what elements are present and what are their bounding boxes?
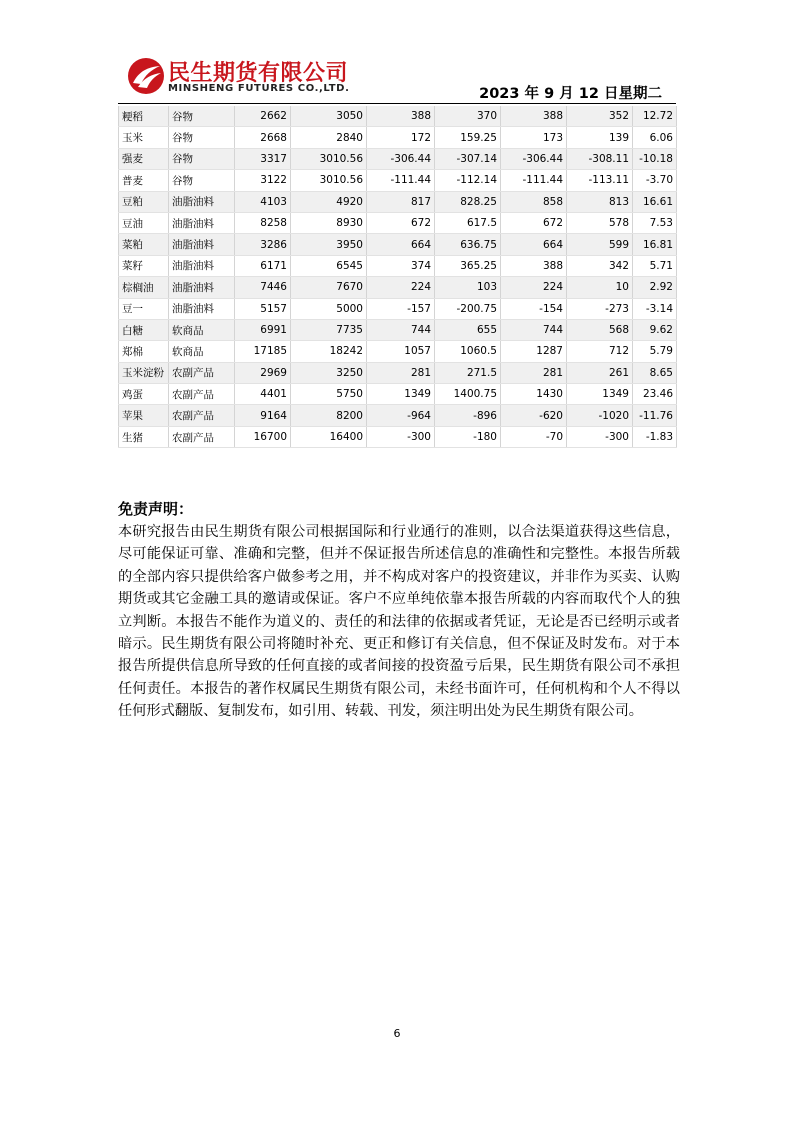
value-cell: 664: [501, 234, 567, 255]
value-cell: 4103: [235, 191, 291, 212]
value-cell: 8200: [291, 405, 367, 426]
commodity-name-cell: 强麦: [119, 148, 169, 169]
value-cell: 352: [567, 106, 633, 127]
value-cell: 3122: [235, 170, 291, 191]
value-cell: 578: [567, 212, 633, 233]
value-cell: 388: [501, 106, 567, 127]
value-cell: 281: [501, 362, 567, 383]
value-cell: 6545: [291, 255, 367, 276]
table-row: [119, 298, 677, 319]
value-cell: -154: [501, 298, 567, 319]
table-row: [119, 191, 677, 212]
value-cell: 2662: [235, 106, 291, 127]
value-cell: 712: [567, 341, 633, 362]
company-name-en: MINSHENG FUTURES CO.,LTD.: [168, 83, 350, 94]
category-cell: 油脂油料: [169, 255, 235, 276]
table-row: [119, 127, 677, 148]
value-cell: 5.71: [633, 255, 677, 276]
commodity-name-cell: 玉米淀粉: [119, 362, 169, 383]
price-table-body: [119, 106, 677, 448]
category-cell: 油脂油料: [169, 212, 235, 233]
page-number: 6: [393, 1027, 401, 1040]
table-row: [119, 341, 677, 362]
commodity-name-cell: 鸡蛋: [119, 384, 169, 405]
value-cell: -308.11: [567, 148, 633, 169]
value-cell: 3010.56: [291, 148, 367, 169]
commodity-name-cell: 生猪: [119, 426, 169, 447]
value-cell: 12.72: [633, 106, 677, 127]
commodity-name-cell: 豆一: [119, 298, 169, 319]
value-cell: 374: [367, 255, 435, 276]
value-cell: 617.5: [435, 212, 501, 233]
value-cell: -306.44: [367, 148, 435, 169]
value-cell: -3.70: [633, 170, 677, 191]
value-cell: 3050: [291, 106, 367, 127]
value-cell: 10: [567, 277, 633, 298]
value-cell: 672: [367, 212, 435, 233]
value-cell: -620: [501, 405, 567, 426]
category-cell: 油脂油料: [169, 298, 235, 319]
value-cell: -11.76: [633, 405, 677, 426]
header-divider: [118, 103, 676, 104]
value-cell: 6991: [235, 319, 291, 340]
value-cell: -300: [367, 426, 435, 447]
logo-emblem-icon: [126, 56, 166, 96]
table-row: [119, 106, 677, 127]
value-cell: 6.06: [633, 127, 677, 148]
disclaimer-body: 本研究报告由民生期货有限公司根据国际和行业通行的准则，以合法渠道获得这些信息，尽可能保证可靠、准确和完整，但并不保证报告所述信息的准确性和完整性。本报告所载的全部内容只提供给客户做参考之用，并不构成对客户的投资建议，并非作为买卖、认购期货或其它金融工具的邀请或保证。客户不应单纯依靠本报告所载的内容而取代个人的独立判断。本报告不能作为道义的、责任的和法律的依据或者凭证，无论是否已经明示或者暗示。民生期货有限公司将随时补充、更正和修订有关信息，但不保证及时发布。对于本报告所提供信息所导致的任何直接的或者间接的投资盈亏后果，民生期货有限公司不承担任何责任。本报告的著作权属民生期货有限公司，未经书面许可，任何机构和个人不得以任何形式翻版、复制发布，如引用、转载、刊发，须注明出处为民生期货有限公司。: [118, 524, 680, 720]
value-cell: -300: [567, 426, 633, 447]
category-cell: 谷物: [169, 127, 235, 148]
commodity-name-cell: 苹果: [119, 405, 169, 426]
value-cell: 599: [567, 234, 633, 255]
table-row: [119, 212, 677, 233]
value-cell: 173: [501, 127, 567, 148]
value-cell: 1349: [367, 384, 435, 405]
value-cell: 5157: [235, 298, 291, 319]
category-cell: 软商品: [169, 319, 235, 340]
commodity-name-cell: 棕榈油: [119, 277, 169, 298]
value-cell: 1057: [367, 341, 435, 362]
value-cell: 1287: [501, 341, 567, 362]
value-cell: 388: [367, 106, 435, 127]
commodity-name-cell: 普麦: [119, 170, 169, 191]
value-cell: 224: [367, 277, 435, 298]
value-cell: 9.62: [633, 319, 677, 340]
value-cell: 9164: [235, 405, 291, 426]
value-cell: 5750: [291, 384, 367, 405]
category-cell: 油脂油料: [169, 234, 235, 255]
value-cell: 18242: [291, 341, 367, 362]
value-cell: 281: [367, 362, 435, 383]
value-cell: 858: [501, 191, 567, 212]
value-cell: -273: [567, 298, 633, 319]
value-cell: 1060.5: [435, 341, 501, 362]
disclaimer-title: 免责声明：: [118, 500, 194, 518]
value-cell: 16.61: [633, 191, 677, 212]
value-cell: 8930: [291, 212, 367, 233]
value-cell: 370: [435, 106, 501, 127]
value-cell: 2.92: [633, 277, 677, 298]
value-cell: 261: [567, 362, 633, 383]
value-cell: -111.44: [367, 170, 435, 191]
value-cell: 5.79: [633, 341, 677, 362]
value-cell: 813: [567, 191, 633, 212]
value-cell: 365.25: [435, 255, 501, 276]
value-cell: 8.65: [633, 362, 677, 383]
value-cell: -157: [367, 298, 435, 319]
value-cell: -896: [435, 405, 501, 426]
commodity-name-cell: 豆粕: [119, 191, 169, 212]
value-cell: 4920: [291, 191, 367, 212]
table-row: [119, 384, 677, 405]
value-cell: 3317: [235, 148, 291, 169]
category-cell: 农副产品: [169, 405, 235, 426]
value-cell: 7.53: [633, 212, 677, 233]
commodity-name-cell: 粳稻: [119, 106, 169, 127]
table-row: [119, 277, 677, 298]
value-cell: 2840: [291, 127, 367, 148]
category-cell: 软商品: [169, 341, 235, 362]
table-row: [119, 405, 677, 426]
value-cell: 159.25: [435, 127, 501, 148]
value-cell: 271.5: [435, 362, 501, 383]
table-row: [119, 170, 677, 191]
value-cell: 1400.75: [435, 384, 501, 405]
report-date: 2023 年 9 月 12 日星期二: [479, 86, 662, 102]
category-cell: 谷物: [169, 106, 235, 127]
value-cell: -200.75: [435, 298, 501, 319]
value-cell: 17185: [235, 341, 291, 362]
value-cell: 23.46: [633, 384, 677, 405]
value-cell: 2969: [235, 362, 291, 383]
commodity-name-cell: 豆油: [119, 212, 169, 233]
value-cell: -3.14: [633, 298, 677, 319]
value-cell: 744: [367, 319, 435, 340]
value-cell: 342: [567, 255, 633, 276]
value-cell: -306.44: [501, 148, 567, 169]
value-cell: 7446: [235, 277, 291, 298]
value-cell: 1349: [567, 384, 633, 405]
price-table: [118, 106, 677, 448]
disclaimer-section: [118, 498, 680, 723]
value-cell: 16400: [291, 426, 367, 447]
value-cell: 388: [501, 255, 567, 276]
category-cell: 农副产品: [169, 426, 235, 447]
value-cell: 655: [435, 319, 501, 340]
category-cell: 油脂油料: [169, 277, 235, 298]
table-row: [119, 255, 677, 276]
category-cell: 农副产品: [169, 362, 235, 383]
company-name-cn: 民生期货有限公司: [168, 61, 349, 86]
table-row: [119, 362, 677, 383]
table-row: [119, 148, 677, 169]
commodity-name-cell: 郑棉: [119, 341, 169, 362]
value-cell: -964: [367, 405, 435, 426]
value-cell: 744: [501, 319, 567, 340]
value-cell: 16.81: [633, 234, 677, 255]
table-row: [119, 234, 677, 255]
value-cell: -113.11: [567, 170, 633, 191]
commodity-name-cell: 白糖: [119, 319, 169, 340]
value-cell: 3250: [291, 362, 367, 383]
value-cell: 3286: [235, 234, 291, 255]
value-cell: 3010.56: [291, 170, 367, 191]
commodity-name-cell: 菜籽: [119, 255, 169, 276]
value-cell: 224: [501, 277, 567, 298]
value-cell: 103: [435, 277, 501, 298]
value-cell: 2668: [235, 127, 291, 148]
value-cell: -307.14: [435, 148, 501, 169]
value-cell: -10.18: [633, 148, 677, 169]
value-cell: 172: [367, 127, 435, 148]
value-cell: 4401: [235, 384, 291, 405]
value-cell: 828.25: [435, 191, 501, 212]
value-cell: -1020: [567, 405, 633, 426]
table-row: [119, 426, 677, 447]
value-cell: 664: [367, 234, 435, 255]
value-cell: 7670: [291, 277, 367, 298]
value-cell: 7735: [291, 319, 367, 340]
value-cell: 817: [367, 191, 435, 212]
value-cell: 6171: [235, 255, 291, 276]
category-cell: 油脂油料: [169, 191, 235, 212]
table-row: [119, 319, 677, 340]
commodity-name-cell: 菜粕: [119, 234, 169, 255]
value-cell: 1430: [501, 384, 567, 405]
value-cell: 16700: [235, 426, 291, 447]
value-cell: -70: [501, 426, 567, 447]
category-cell: 农副产品: [169, 384, 235, 405]
value-cell: -180: [435, 426, 501, 447]
category-cell: 谷物: [169, 148, 235, 169]
value-cell: 672: [501, 212, 567, 233]
value-cell: 139: [567, 127, 633, 148]
value-cell: 5000: [291, 298, 367, 319]
value-cell: 8258: [235, 212, 291, 233]
value-cell: -1.83: [633, 426, 677, 447]
category-cell: 谷物: [169, 170, 235, 191]
value-cell: 636.75: [435, 234, 501, 255]
value-cell: -112.14: [435, 170, 501, 191]
value-cell: -111.44: [501, 170, 567, 191]
value-cell: 3950: [291, 234, 367, 255]
company-logo: [126, 56, 366, 100]
value-cell: 568: [567, 319, 633, 340]
page-header: [0, 0, 794, 104]
commodity-name-cell: 玉米: [119, 127, 169, 148]
